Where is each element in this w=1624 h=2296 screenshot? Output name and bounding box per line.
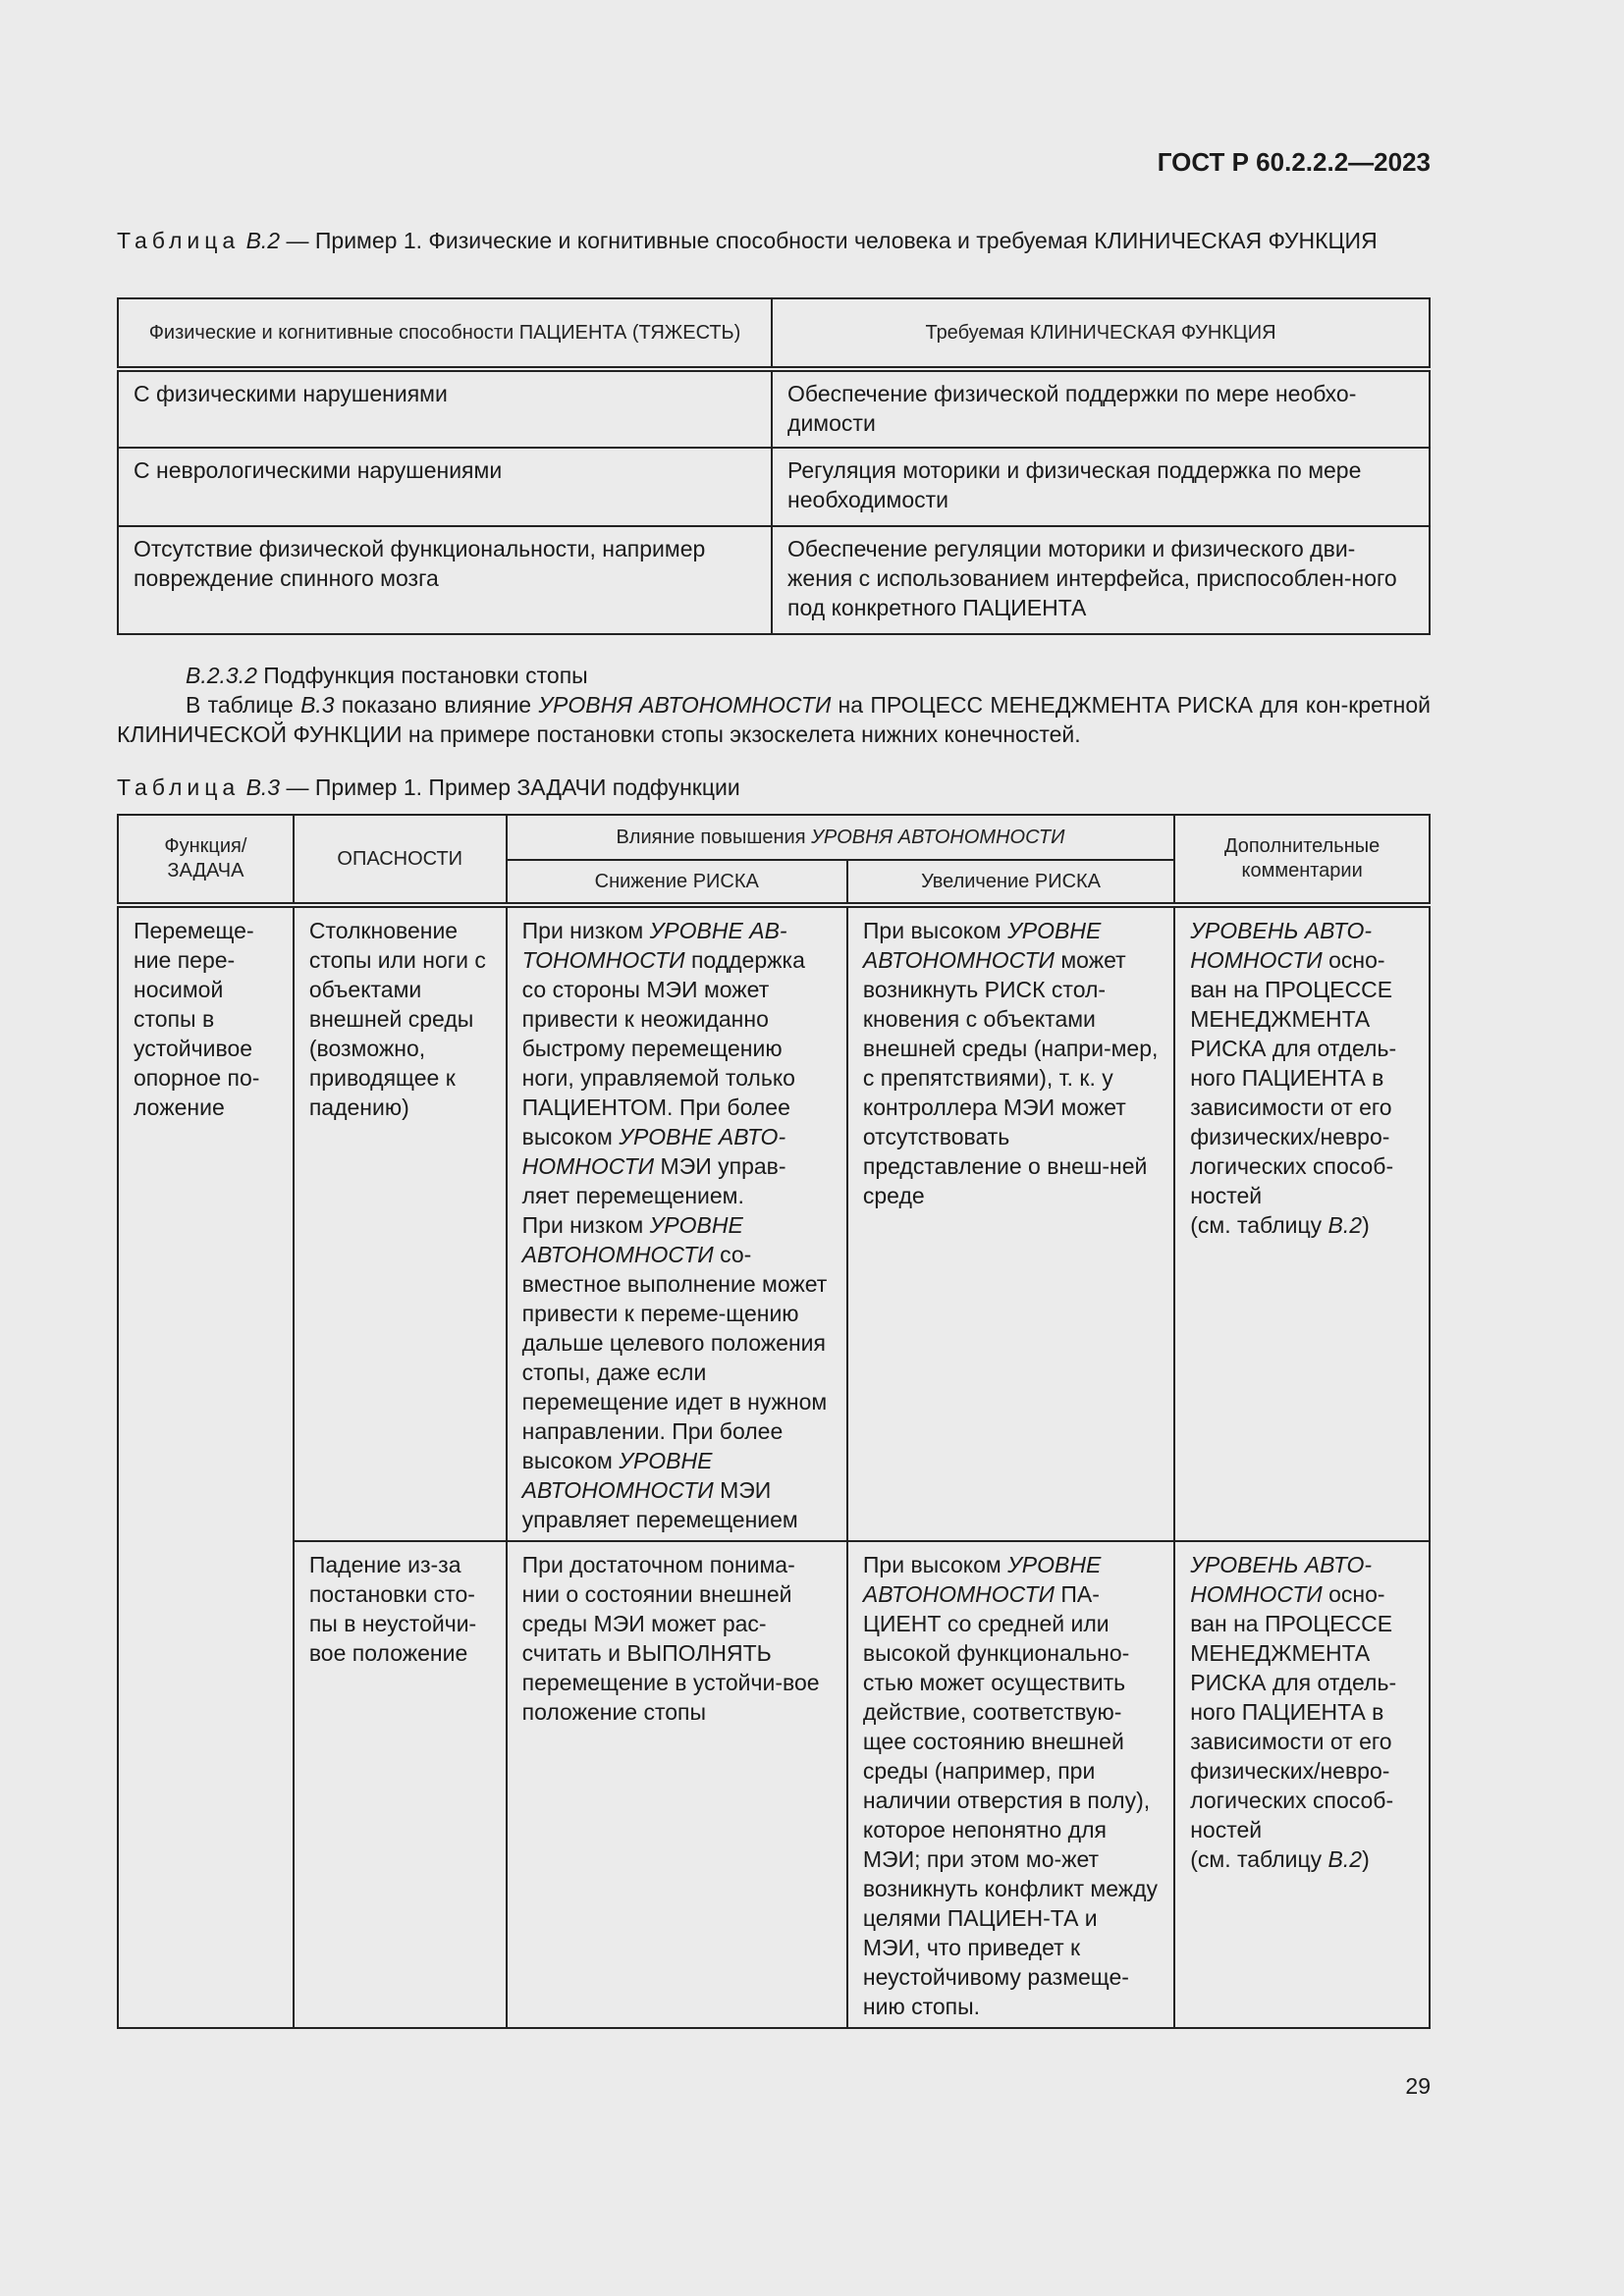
column-header-comments: Дополнительные комментарии [1174,815,1430,905]
paragraph-text: на ПРОЦЕСС МЕНЕДЖМЕНТА РИСКА для кон-кретной КЛИНИЧЕСКОЙ ФУНКЦИИ на примере постановки стопы экзоскелета нижних конечностей. [117,692,1431,747]
cell-text: МЭИ управ-ляет перемещением. [521,1153,786,1208]
table-cell: Обеспечение физической поддержки по мере необхо-димости [772,369,1430,448]
risk-decrease-cell [507,905,847,1541]
cell-term: УРОВНЕ АВТОНОМНОСТИ [521,1212,743,1267]
column-header-abilities: Физические и когнитивные способности ПАЦИЕНТА (ТЯЖЕСТЬ) [118,298,772,369]
cell-text: осно-ван на ПРОЦЕССЕ МЕНЕДЖМЕНТА РИСКА для отдель-ного ПАЦИЕНТА в зависимости от его физических/невро-логических способ-ностей [1190,1581,1397,1842]
table-b2-caption [117,226,1431,255]
column-header-function: Требуемая КЛИНИЧЕСКАЯ ФУНКЦИЯ [772,298,1430,369]
table-cell: Отсутствие физической функциональности, например повреждение спинного мозга [118,526,772,634]
caption-word: Таблица [117,774,241,800]
table-row [118,526,1430,634]
hazard-cell: Столкновение стопы или ноги с объектами внешней среды (возможно, приводящее к падению) [294,905,507,1541]
section-title: Подфункция постановки стопы [256,663,588,688]
header-text: Влияние повышения [616,826,812,848]
paragraph-text: показано влияние [334,692,539,718]
cell-text: осно-ван на ПРОЦЕССЕ МЕНЕДЖМЕНТА РИСКА для отдель-ного ПАЦИЕНТА в зависимости от его физических/невро-логических способ-ностей [1190,947,1397,1208]
cell-term: УРОВНЕ АВТОНОМНОСТИ [521,1448,714,1503]
header-term: УРОВНЯ АВТОНОМНОСТИ [811,826,1065,848]
table-header-row [118,298,1430,369]
table-reference: В.2 [1327,1846,1363,1872]
cell-text: поддержка со стороны МЭИ может привести к неожиданно быстрому перемещению ноги, управляемой только ПАЦИЕНТОМ. При более высоком [521,947,805,1149]
cell-term: УРОВНЕ АВТО-НОМНОСТИ [521,1124,786,1179]
section-paragraph [117,690,1431,749]
table-row [118,369,1430,448]
table-row [118,448,1430,526]
risk-increase-cell [847,1541,1174,2028]
table-cell: С неврологическими нарушениями [118,448,772,526]
paragraph-text: В таблице [186,692,301,718]
cell-text: При высоком [862,918,1008,943]
risk-increase-cell [847,905,1174,1541]
cell-text: МЭИ управляет перемещением [521,1477,798,1532]
paragraph-term: УРОВНЯ АВТОНОМНОСТИ [538,692,832,718]
caption-number: В.3 [245,774,281,800]
cell-term: УРОВНЕ АВТОНОМНОСТИ [862,918,1102,973]
column-header-hazards: ОПАСНОСТИ [294,815,507,905]
standard-header: ГОСТ Р 60.2.2.2—2023 [1157,147,1431,177]
cell-text: При высоком [862,1552,1008,1577]
caption-text: — Пример 1. Физические и когнитивные способности человека и требуемая КЛИНИЧЕСКАЯ ФУНКЦИЯ [280,228,1378,253]
cell-text: ПА-ЦИЕНТ со средней или высокой функционально-стью может осуществить действие, соответствую-щее состоянию внешней среды (например, при наличии отверстия в полу), которое непонятно для МЭИ; при этом мо-жет возникнуть конфликт между целями ПАЦИЕН-ТА и МЭИ, что приведет к неустойчивому размеще-нию стопы. [862,1581,1159,2019]
section-heading [117,661,1499,690]
column-header-risk-increase: Увеличение РИСКА [847,860,1174,905]
table-reference: В.2 [1327,1212,1363,1238]
page-number: 29 [1405,2073,1431,2099]
table-row [118,1541,1430,2028]
hazard-cell: Падение из-за постановки сто-пы в неустойчи-вое положение [294,1541,507,2028]
cell-text: ) [1362,1846,1370,1872]
cell-text: (см. таблицу [1190,1846,1328,1872]
table-reference: В.3 [300,692,335,718]
section-number: В.2.3.2 [186,663,257,688]
table-b2 [117,297,1431,635]
cell-text: При низком [521,918,650,943]
cell-text: При низком [521,1212,650,1238]
caption-text: — Пример 1. Пример ЗАДАЧИ подфункции [280,774,740,800]
comments-cell [1174,1541,1430,2028]
table-row [118,905,1430,1541]
comments-cell [1174,905,1430,1541]
cell-text: (см. таблицу [1190,1212,1328,1238]
caption-number: В.2 [245,228,281,253]
risk-decrease-cell: При достаточном понима-нии о состоянии внешней среды МЭИ может рас-считать и ВЫПОЛНЯТЬ перемещение в устойчи-вое положение стопы [507,1541,847,2028]
cell-text: ) [1362,1212,1370,1238]
table-b3-caption [117,773,1431,802]
table-cell: Обеспечение регуляции моторики и физического дви-жения с использованием интерфейса, приспособлен-ного под конкретного ПАЦИЕНТА [772,526,1430,634]
function-cell: Перемеще-ние пере-носимой стопы в устойчивое опорное по-ложение [118,905,294,2028]
table-header-row [118,815,1430,860]
cell-term: УРОВНЕ АВ-ТОНОМНОСТИ [521,918,787,973]
column-header-influence [507,815,1175,860]
column-header-risk-decrease: Снижение РИСКА [507,860,847,905]
cell-text: со-вместное выполнение может привести к переме-щению дальше целевого положения стопы, даже если перемещение идет в нужном направлении. При более высоком [521,1242,828,1473]
caption-word: Таблица [117,228,241,253]
table-cell: Регуляция моторики и физическая поддержка по мере необходимости [772,448,1430,526]
cell-term: УРОВНЕ АВТОНОМНОСТИ [862,1552,1102,1607]
cell-term: УРОВЕНЬ АВТО-НОМНОСТИ [1190,1552,1373,1607]
table-cell: С физическими нарушениями [118,369,772,448]
table-b3 [117,814,1431,2029]
cell-term: УРОВЕНЬ АВТО-НОМНОСТИ [1190,918,1373,973]
cell-text: может возникнуть РИСК стол-кновения с объектами внешней среды (напри-мер, с препятствиями), т. к. у контроллера МЭИ может отсутствовать представление о внеш-ней среде [862,947,1159,1208]
column-header-function: Функция/ ЗАДАЧА [118,815,294,905]
